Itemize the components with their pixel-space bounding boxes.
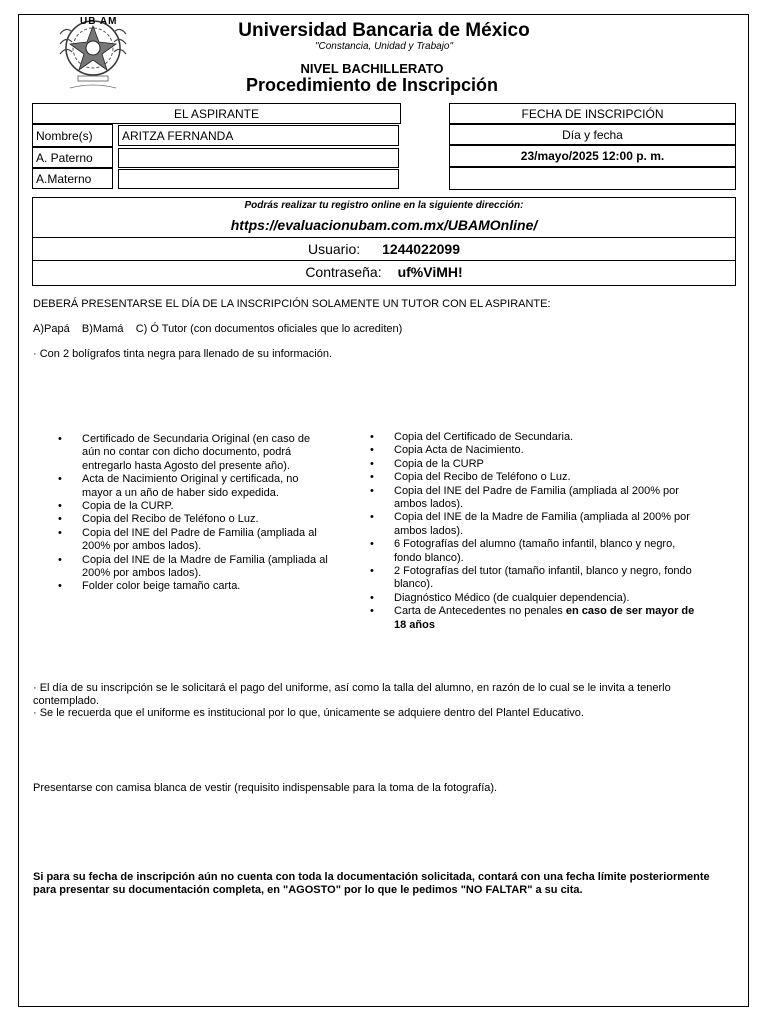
registration-url-link[interactable]: https://evaluacionubam.com.mx/UBAMOnline/ xyxy=(230,217,538,233)
maternal-surname-label: A.Materno xyxy=(32,168,113,189)
password-label: Contraseña: xyxy=(305,264,382,280)
password-row xyxy=(33,261,735,283)
list-item: • 2 Fotografías del tutor (tamaño infantil, blanco y negro, fondo blanco). xyxy=(370,565,700,592)
list-item: • Copia del INE de la Madre de Familia (ampliada al 200% por ambos lados). xyxy=(58,554,328,581)
list-item: • Copia del Certificado de Secundaria. xyxy=(370,431,700,444)
uniform-payment-notice: · El día de su inscripción se le solicitará el pago del uniforme, así como la talla del alumno, en razón de lo cual se le invita a tenerlo contemplado. xyxy=(33,682,671,707)
enrollment-date-heading: FECHA DE INSCRIPCIÓN xyxy=(449,103,736,124)
username-label: Usuario: xyxy=(307,241,361,257)
name-label: Nombre(s) xyxy=(32,124,113,147)
list-item: • Copia de la CURP xyxy=(370,458,700,471)
list-item: • Copia del INE del Padre de Familia (ampliada al 200% por ambos lados). xyxy=(58,527,328,554)
logo-lettering: UB AM xyxy=(80,16,118,27)
list-item: • Copia de la CURP. xyxy=(58,500,328,513)
username-value: 1244022099 xyxy=(382,241,460,257)
document-title: Procedimiento de Inscripción xyxy=(245,75,499,95)
list-item: • Copia del INE del Padre de Familia (ampliada al 200% por ambos lados). xyxy=(370,485,700,512)
list-item: • Copia del Recibo de Teléfono o Luz. xyxy=(58,513,328,526)
enrollment-date-value: 23/mayo/2025 12:00 p. m. xyxy=(449,145,736,167)
registration-intro: Podrás realizar tu registro online en la siguiente dirección: xyxy=(244,200,524,211)
enrollment-date-empty-cell xyxy=(449,167,736,190)
list-item: • Folder color beige tamaño carta. xyxy=(58,580,328,593)
paternal-surname-label: A. Paterno xyxy=(32,147,113,168)
university-name: Universidad Bancaria de México xyxy=(238,20,530,41)
maternal-surname-value xyxy=(118,169,399,189)
copies-list xyxy=(370,431,700,632)
originals-list xyxy=(58,433,328,594)
list-item: • Copia Acta de Nacimiento. xyxy=(370,444,700,457)
online-registration-box xyxy=(32,197,736,286)
applicant-heading: EL ASPIRANTE xyxy=(32,103,401,124)
paternal-surname-value xyxy=(118,148,399,168)
pens-notice: · Con 2 bolígrafos tinta negra para llenado de su información. xyxy=(33,348,333,360)
tutor-notice: DEBERÁ PRESENTARSE EL DÍA DE LA INSCRIPCIÓN SOLAMENTE UN TUTOR CON EL ASPIRANTE: xyxy=(33,298,551,310)
list-item: • Carta de Antecedentes no penales en caso de ser mayor de 18 años xyxy=(370,605,700,632)
list-item: • Certificado de Secundaria Original (en caso de aún no contar con dicho documento, podrá entregarlo hasta Agosto del presente año). xyxy=(58,433,328,473)
enrollment-date-subheading: Día y fecha xyxy=(449,124,736,145)
list-item: • Acta de Nacimiento Original y certificada, no mayor a un año de haber sido expedida. xyxy=(58,473,328,500)
list-item: • 6 Fotografías del alumno (tamaño infantil, blanco y negro, fondo blanco). xyxy=(370,538,700,565)
username-row xyxy=(33,238,735,260)
level-heading: NIVEL BACHILLERATO xyxy=(300,61,444,76)
password-value: uf%ViMH! xyxy=(397,264,463,280)
final-deadline-notice: Si para su fecha de inscripción aún no cuenta con toda la documentación solicitada, contará con una fecha límite posteriormente para presentar su documentación completa, en "AGOSTO" por lo que le pedimos "NO FALTAR" a su cita. xyxy=(33,871,710,896)
list-item: • Copia del Recibo de Teléfono o Luz. xyxy=(370,471,700,484)
uniform-institutional-notice: · Se le recuerda que el uniforme es institucional por lo que, únicamente se adquiere dentro del Plantel Educativo. xyxy=(33,707,584,719)
age-condition: en caso de ser mayor de 18 años xyxy=(394,605,695,631)
name-value: ARITZA FERNANDA xyxy=(118,125,399,146)
tutor-options: A)Papá B)Mamá C) Ó Tutor (con documentos oficiales que lo acrediten) xyxy=(33,323,403,335)
list-item: • Diagnóstico Médico (de cualquier dependencia). xyxy=(370,592,700,605)
list-item: • Copia del INE de la Madre de Familia (ampliada al 200% por ambos lados). xyxy=(370,511,700,538)
shirt-notice: Presentarse con camisa blanca de vestir (requisito indispensable para la toma de la fotografía). xyxy=(33,782,498,794)
university-motto: "Constancia, Unidad y Trabajo" xyxy=(314,41,454,52)
